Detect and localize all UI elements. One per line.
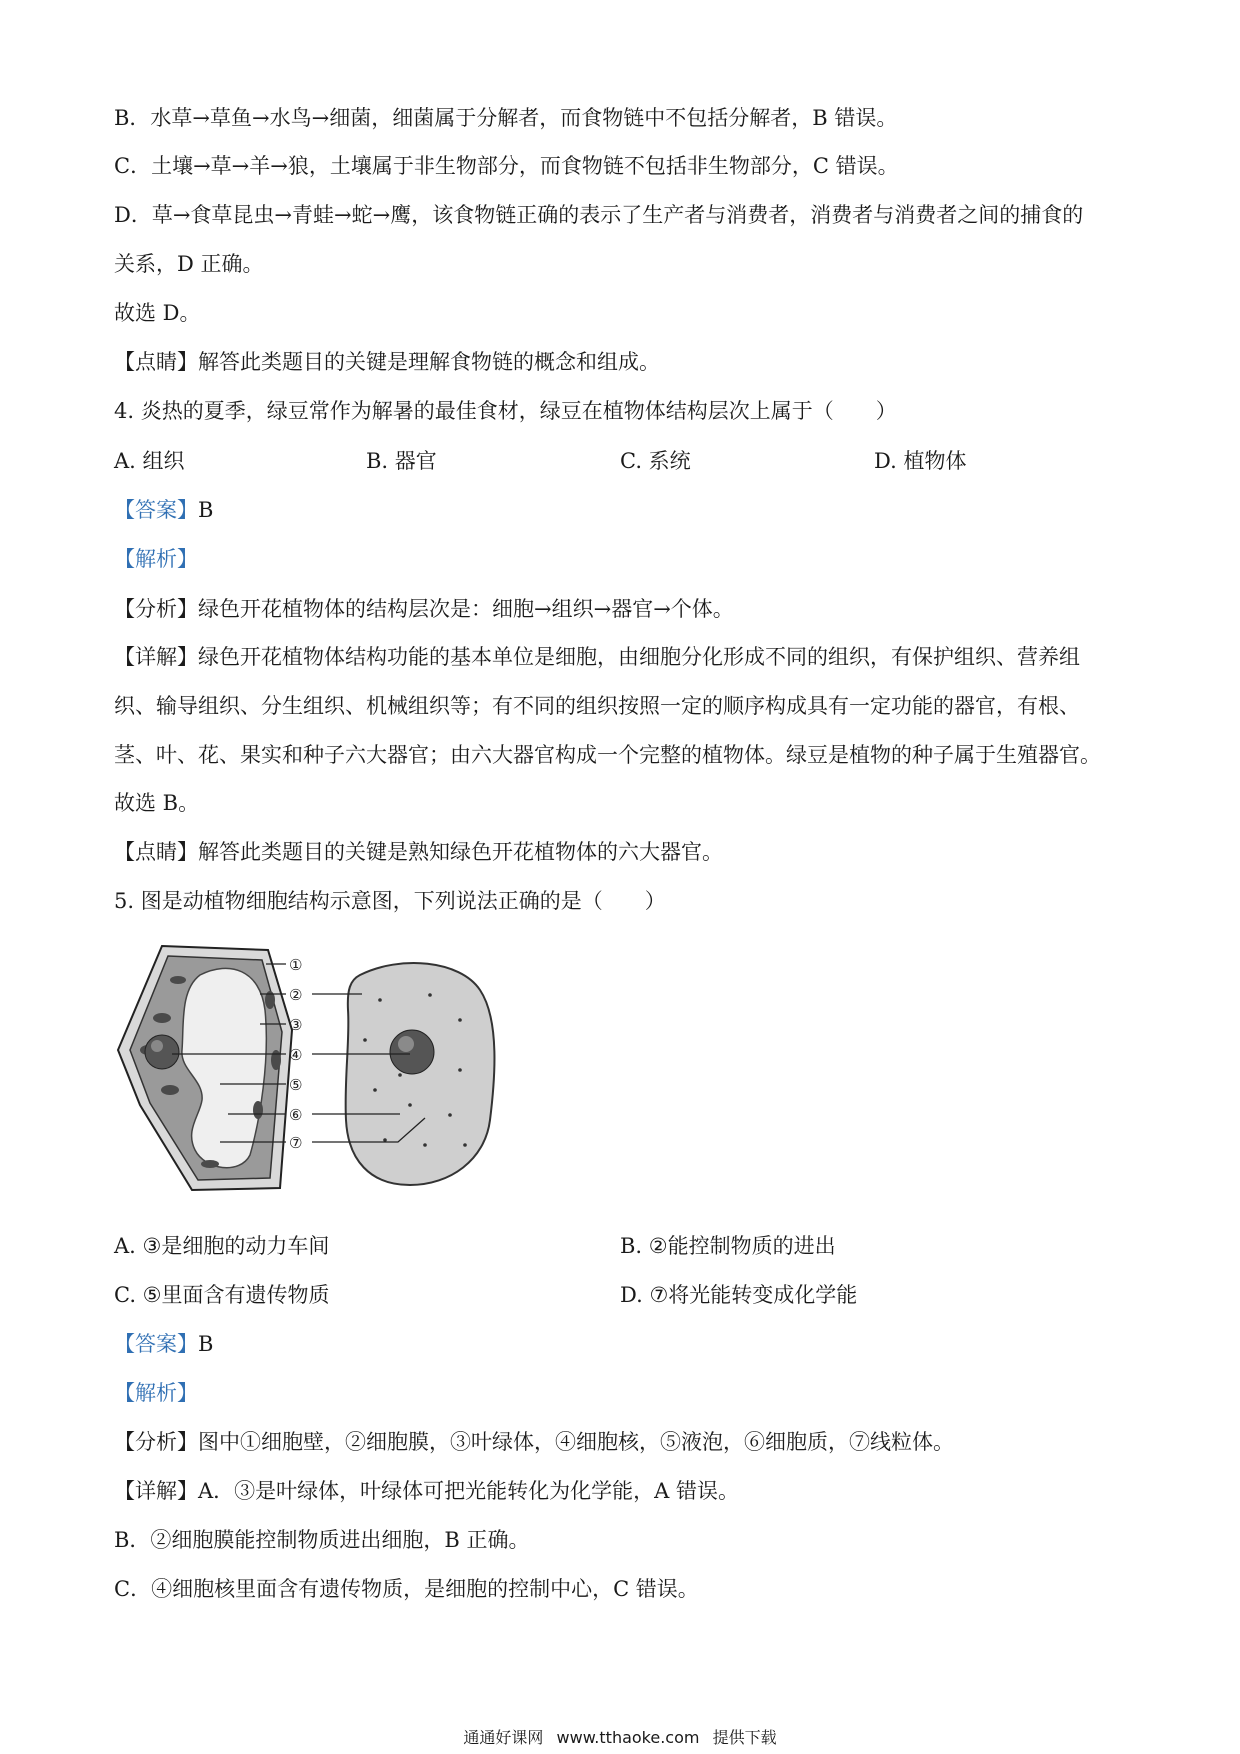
cell-diagram (110, 940, 560, 1200)
q5-fenxi (114, 1428, 954, 1456)
q5-xiangjie-b: B．②细胞膜能控制物质进出细胞，B 正确。 (114, 1528, 530, 1552)
footer-suffix: 提供下载 (712, 1728, 777, 1747)
q5-fenxi-text: 图中①细胞壁，②细胞膜，③叶绿体，④细胞核，⑤液泡，⑥细胞质，⑦线粒体。 (198, 1430, 954, 1454)
animal-nucleus-highlight (398, 1036, 414, 1052)
q5-answer-tag: 【答案】 (114, 1332, 198, 1356)
q4-answer-value: B (198, 498, 214, 522)
plant-nucleus-highlight (151, 1040, 163, 1052)
q4-stem: 4. 炎热的夏季，绿豆常作为解暑的最佳食材，绿豆在植物体结构层次上属于（ ） (114, 399, 897, 423)
chloroplast (271, 1050, 281, 1070)
q3-option-b-explanation: B．水草→草鱼→水鸟→细菌，细菌属于分解者，而食物链中不包括分解者，B 错误。 (114, 106, 898, 130)
q4-fenxi-tag: 【分析】 (114, 597, 198, 621)
footer-site: 通通好课网 (463, 1728, 544, 1747)
q5-answer-value: B (198, 1332, 214, 1356)
q5-stem: 5. 图是动植物细胞结构示意图，下列说法正确的是（ ） (114, 889, 666, 913)
label-group (289, 956, 302, 1152)
q5-xiangjie-a (114, 1477, 739, 1505)
q5-xiangjie-a-text: A．③是叶绿体，叶绿体可把光能转化为化学能，A 错误。 (198, 1479, 740, 1503)
label-2: ② (289, 986, 303, 1004)
plant-cell-vacuole (182, 968, 266, 1167)
q4-note-tag: 【点睛】 (114, 840, 198, 864)
footer-url[interactable]: www.tthaoke.com (556, 1728, 700, 1747)
q4-option-c: C. 系统 (620, 449, 691, 473)
q4-option-d: D. 植物体 (874, 449, 967, 473)
q5-option-b: B. ②能控制物质的进出 (620, 1234, 836, 1258)
q4-fenxi (114, 595, 734, 623)
label-4: ④ (289, 1046, 303, 1064)
q5-option-a: A. ③是细胞的动力车间 (114, 1234, 330, 1258)
plant-cell-nucleus (145, 1035, 179, 1069)
q3-note-text: 解答此类题目的关键是理解食物链的概念和组成。 (198, 350, 660, 374)
animal-cell-nucleus (390, 1030, 434, 1074)
q5-analysis-tag: 【解析】 (114, 1381, 198, 1405)
q4-xiangjie-text1: 绿色开花植物体结构功能的基本单位是细胞，由细胞分化形成不同的组织，有保护组织、营养组 (198, 645, 1080, 669)
chloroplast (161, 1085, 179, 1095)
q5-option-d: D. ⑦将光能转变成化学能 (620, 1283, 858, 1307)
q4-option-b: B. 器官 (366, 449, 437, 473)
label-3: ③ (289, 1016, 303, 1034)
q4-xiangjie-tag: 【详解】 (114, 645, 198, 669)
q3-option-d-explanation-line2: 关系，D 正确。 (114, 252, 264, 276)
q4-note (114, 838, 723, 866)
q3-choose: 故选 D。 (114, 301, 201, 325)
label-1: ① (289, 956, 303, 974)
q4-answer (114, 496, 213, 524)
q3-option-c-explanation: C．土壤→草→羊→狼，土壤属于非生物部分，而食物链不包括非生物部分，C 错误。 (114, 154, 899, 178)
label-6: ⑥ (289, 1106, 303, 1124)
chloroplast (170, 976, 186, 984)
q4-note-text: 解答此类题目的关键是熟知绿色开花植物体的六大器官。 (198, 840, 723, 864)
q3-note-tag: 【点睛】 (114, 350, 198, 374)
q3-note (114, 348, 660, 376)
q5-option-c: C. ⑤里面含有遗传物质 (114, 1283, 330, 1307)
animal-cell (346, 963, 495, 1185)
q3-option-d-explanation-line1: D．草→食草昆虫→青蛙→蛇→鹰，该食物链正确的表示了生产者与消费者，消费者与消费者之间的捕食的 (114, 203, 1084, 227)
chloroplast (253, 1101, 263, 1119)
q4-xiangjie-line2: 织、输导组织、分生组织、机械组织等；有不同的组织按照一定的顺序构成具有一定功能的器官，有根、 (114, 694, 1080, 718)
q4-xiangjie-line3: 茎、叶、花、果实和种子六大器官；由六大器官构成一个完整的植物体。绿豆是植物的种子属于生殖器官。 (114, 743, 1101, 767)
q4-choose: 故选 B。 (114, 791, 200, 815)
q4-xiangjie-line1 (114, 643, 1080, 671)
q4-analysis-tag: 【解析】 (114, 547, 198, 571)
q4-answer-tag: 【答案】 (114, 498, 198, 522)
chloroplast (153, 1013, 171, 1023)
page-footer (0, 1728, 1240, 1748)
q4-option-a: A. 组织 (114, 449, 185, 473)
q5-xiangjie-tag: 【详解】 (114, 1479, 198, 1503)
q5-answer (114, 1330, 213, 1358)
label-7: ⑦ (289, 1134, 303, 1152)
q5-xiangjie-c: C．④细胞核里面含有遗传物质，是细胞的控制中心，C 错误。 (114, 1577, 699, 1601)
q5-fenxi-tag: 【分析】 (114, 1430, 198, 1454)
chloroplast (201, 1160, 219, 1168)
q4-fenxi-text: 绿色开花植物体的结构层次是：细胞→组织→器官→个体。 (198, 597, 734, 621)
label-5: ⑤ (289, 1076, 303, 1094)
